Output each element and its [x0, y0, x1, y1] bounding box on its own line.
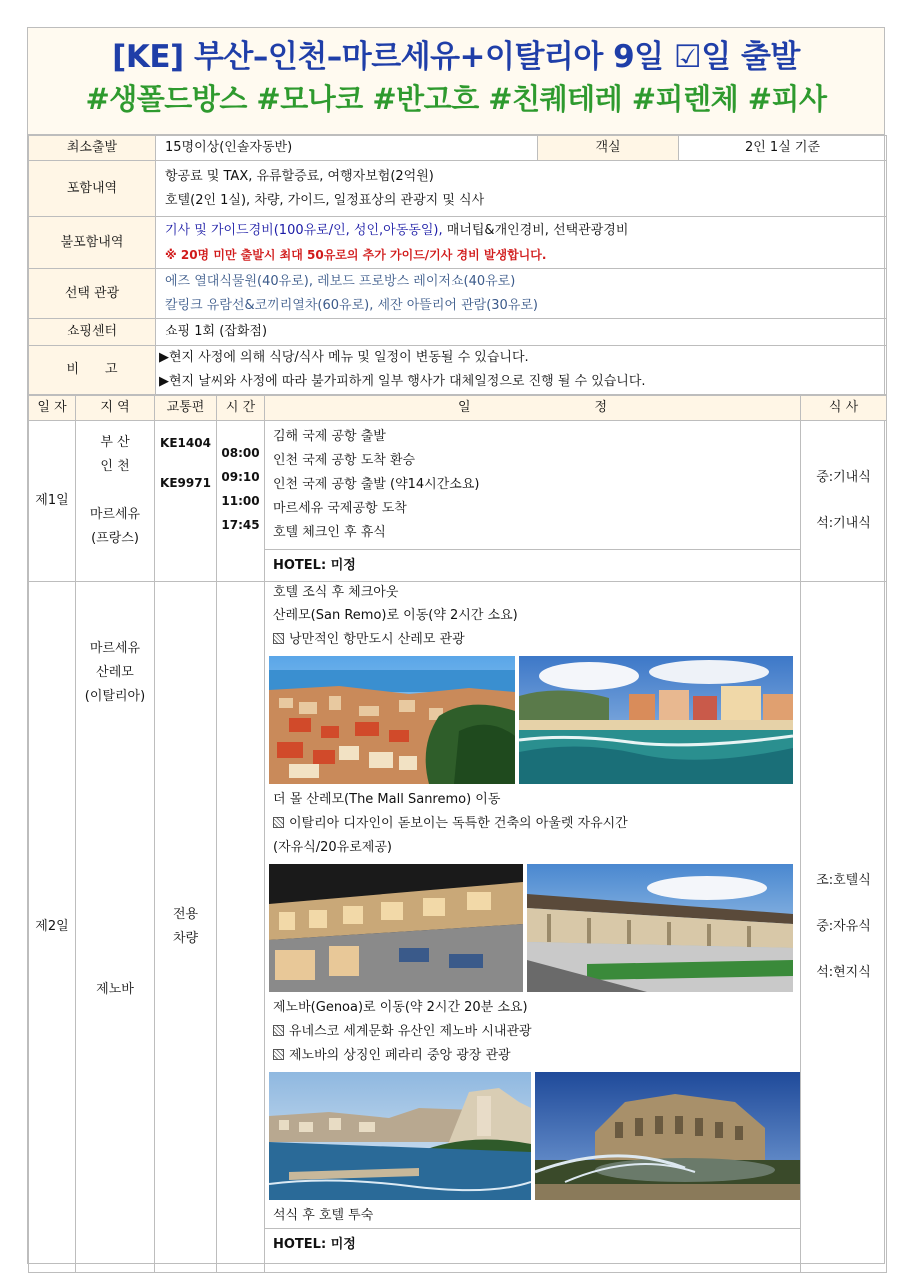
schedule-item: 더 몰 산레모(The Mall Sanremo) 이동: [273, 792, 501, 807]
transport-text: 전용: [172, 907, 199, 922]
col-time: 시 간: [217, 396, 265, 421]
checkbox-icon: [273, 633, 284, 644]
day2-meals: [801, 582, 887, 1273]
region-text: 제노바: [96, 982, 134, 997]
schedule-item: [273, 1044, 800, 1068]
day2-times: [217, 582, 265, 1273]
schedule-item: 인천 국제 공항 출발 (약14시간소요): [273, 477, 480, 492]
day2-row: [29, 582, 887, 1273]
meal-text: 중:기내식: [816, 470, 871, 485]
flight-number: KE9971: [160, 476, 211, 490]
flight-number: KE1404: [160, 436, 211, 450]
schedule-item: 마르세유 국제공항 도착: [273, 501, 407, 516]
sanremo-harbor-photo: [269, 656, 515, 784]
remark-line: ▶현지 날씨와 사정에 따라 불가피하게 일부 행사가 대체일정으로 진행 될 수 있습니다.: [159, 374, 646, 389]
region-text: (이탈리아): [84, 689, 146, 704]
meal-text: 석:기내식: [816, 516, 871, 531]
hotel-text: HOTEL: 미정: [273, 1237, 356, 1252]
genoa-photos: [269, 1072, 800, 1200]
optional-tour-label: 선택 관광: [29, 269, 156, 319]
remarks-label: 비 고: [29, 346, 156, 395]
surcharge-warning: ※ 20명 미만 출발시 최대 50유로의 추가 가이드/기사 경비 발생합니다.: [165, 247, 547, 262]
time-text: 08:00: [221, 446, 260, 460]
region-text: 산레모: [96, 665, 134, 680]
day2-transport: [155, 582, 217, 1273]
day1-label: 제1일: [29, 421, 76, 582]
col-transport: 교통편: [155, 396, 217, 421]
checkbox-icon: [273, 1025, 284, 1036]
ferrari-square-photo: [535, 1072, 801, 1200]
guide-fee-text: 기사 및 가이드경비(100유로/인, 성인,아동동일),: [165, 222, 443, 238]
region-text: 마르세유: [89, 641, 141, 656]
room-value: 2인 1실 기준: [679, 136, 887, 161]
included-line: 항공료 및 TAX, 유류할증료, 여행자보험(2억원): [165, 168, 434, 184]
schedule-item-text: 이탈리아 디자인이 돋보이는 독특한 건축의 아울렛 자유시간: [289, 816, 628, 831]
day2-schedule: [265, 582, 801, 1273]
included-value: [156, 161, 887, 217]
time-text: 17:45: [221, 518, 260, 532]
genoa-coast-photo: [269, 1072, 531, 1200]
sanremo-beach-photo: [519, 656, 793, 784]
sanremo-photos: [269, 656, 800, 784]
region-text: 마르세유: [89, 507, 141, 522]
schedule-item: 호텔 체크인 후 휴식: [273, 525, 386, 540]
header-banner: [28, 28, 884, 135]
schedule-item: [273, 1020, 800, 1044]
col-schedule: 일 정: [265, 396, 801, 421]
schedule-item: [273, 628, 800, 652]
schedule-header-row: [29, 396, 887, 421]
schedule-item: 제노바(Genoa)로 이동(약 2시간 20분 소요): [273, 1000, 528, 1015]
schedule-item: 석식 후 호텔 투숙: [273, 1208, 374, 1223]
schedule-table: [28, 395, 887, 1273]
day1-times: [217, 421, 265, 582]
schedule-item-text: 제노바의 상징인 페라리 중앙 광장 관광: [289, 1048, 511, 1063]
page-title: [KE] 부산–인천–마르세유+이탈리아 9일 ☑일 출발: [112, 39, 800, 75]
included-line: 호텔(2인 1실), 차량, 가이드, 일정표상의 관광지 및 식사: [165, 192, 485, 208]
info-table: [28, 135, 887, 395]
day1-schedule: [265, 421, 801, 582]
day2-label: 제2일: [29, 582, 76, 1273]
schedule-item: (자유식/20유로제공): [273, 840, 392, 855]
day1-meals: [801, 421, 887, 582]
transport-text: 차량: [172, 931, 199, 946]
schedule-item: 산레모(San Remo)로 이동(약 2시간 소요): [273, 608, 518, 623]
hashtag-line: #생폴드방스 #모나코 #반고흐 #친퀘테레 #피렌체 #피사: [85, 82, 827, 116]
col-region: 지 역: [76, 396, 155, 421]
region-text: 인 천: [100, 459, 130, 474]
excluded-label: 불포함내역: [29, 217, 156, 269]
meal-text: 석:현지식: [816, 965, 871, 980]
schedule-item: 김해 국제 공항 출발: [273, 429, 386, 444]
day1-region: [76, 421, 155, 582]
col-meal: 식 사: [801, 396, 887, 421]
meal-text: 중:자유식: [816, 919, 871, 934]
room-label: 객실: [538, 136, 679, 161]
col-day: 일 자: [29, 396, 76, 421]
included-label: 포함내역: [29, 161, 156, 217]
remark-line: ▶현지 사정에 의해 식당/식사 메뉴 및 일정이 변동될 수 있습니다.: [159, 350, 529, 365]
remarks-value: [156, 346, 887, 395]
day1-flights: [155, 421, 217, 582]
shopping-label: 쇼핑센터: [29, 319, 156, 346]
hotel-text: HOTEL: 미정: [273, 558, 356, 573]
day1-row: [29, 421, 887, 582]
day1-hotel: [265, 549, 800, 581]
region-text: 부 산: [100, 435, 130, 450]
schedule-item-text: 유네스코 세계문화 유산인 제노바 시내관광: [289, 1024, 532, 1039]
checkbox-icon: [273, 1049, 284, 1060]
time-text: 11:00: [221, 494, 260, 508]
optional-tour-line: 칼링크 유람선&코끼리열차(60유로), 세잔 아뜰리어 관람(30유로): [165, 297, 539, 313]
schedule-item: 인천 국제 공항 도착 환승: [273, 453, 416, 468]
shopping-value: 쇼핑 1회 (잡화점): [156, 319, 887, 346]
schedule-item: 호텔 조식 후 체크아웃: [273, 585, 399, 600]
time-text: 09:10: [221, 470, 260, 484]
mall-exterior-photo: [527, 864, 793, 992]
schedule-item: [273, 812, 800, 836]
excluded-extra-text: 매너팁&개인경비, 선택관광경비: [442, 222, 629, 238]
day2-region: [76, 582, 155, 1273]
day2-hotel: [265, 1228, 800, 1260]
mall-photos: [269, 864, 800, 992]
min-depart-label: 최소출발: [29, 136, 156, 161]
schedule-item-text: 낭만적인 항만도시 산레모 관광: [289, 632, 465, 647]
optional-tour-value: [156, 269, 887, 319]
optional-tour-line: 에즈 열대식물원(40유로), 레보드 프로방스 레이저쇼(40유로): [165, 273, 516, 289]
min-depart-value: 15명이상(인솔자동반): [156, 136, 538, 161]
excluded-value: [156, 217, 887, 269]
region-text: (프랑스): [91, 531, 139, 546]
checkbox-icon: [273, 817, 284, 828]
itinerary-page: [27, 27, 885, 1264]
mall-interior-photo: [269, 864, 523, 992]
meal-text: 조:호텔식: [816, 873, 871, 888]
